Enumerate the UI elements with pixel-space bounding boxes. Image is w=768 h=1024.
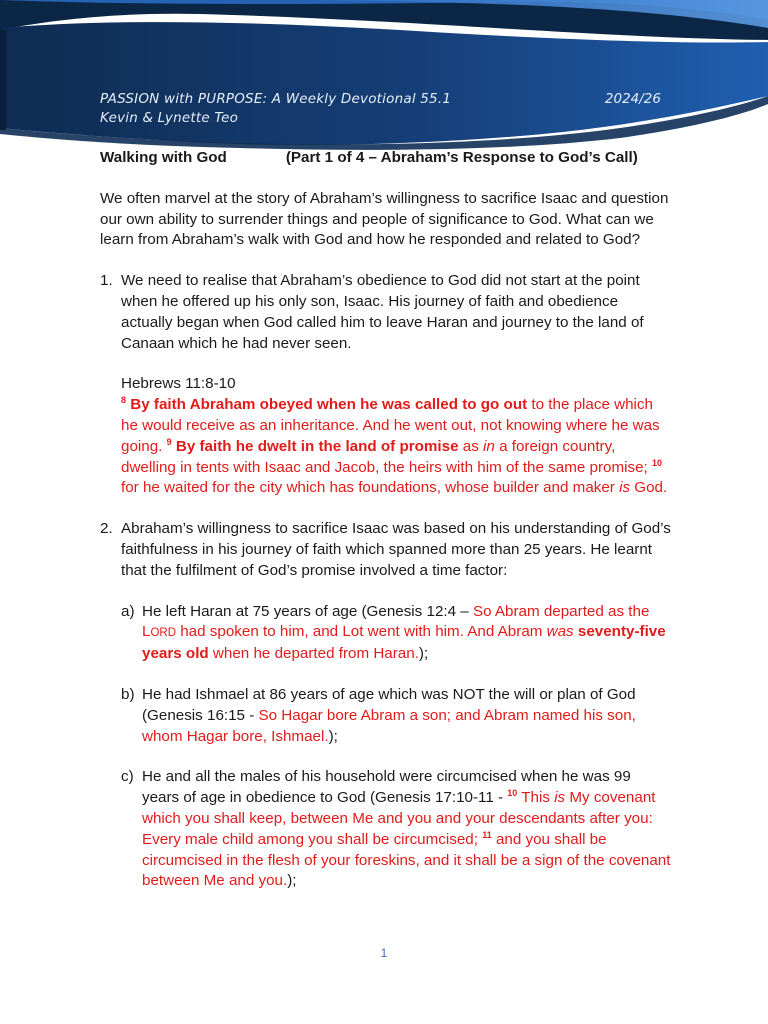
point-marker: 2. [100, 520, 113, 538]
sub-point-c [121, 767, 672, 892]
intro-paragraph: We often marvel at the story of Abraham’s willingness to sacrifice Isaac and question our own ability to surrender things and people of significance to God. What can we learn from Abraham’s walk with God and how he responded and related to God? [100, 189, 669, 249]
devotional-title: PASSION with PURPOSE: A Weekly Devotional 55.1 [100, 91, 452, 107]
header-wave-graphic [0, 0, 768, 150]
sub-point-text: He and all the males of his household were circumcised when he was 99 years of age in obedience to God (Genesis 17:10-11 - $^{10}$ This is My covenant which you shall keep, between Me and you and your descendants after you: Every male child among you shall be circumcised; $^{11}$ and you shall be circumcised in the flesh of your foreskins, and it shall be a sign of the covenant between Me and you.); [142, 768, 671, 890]
scripture-reference: Hebrews 11:8-10 [121, 375, 236, 393]
sub-point-marker: a) [121, 602, 135, 620]
sub-point-text: He left Haran at 75 years of age (Genesis 12:4 – So Abram departed as the LORD had spoken to him, and Lot went with him. And Abram was seventy-five years old when he departed from Haran.); [142, 602, 666, 663]
point-text: We need to realise that Abraham’s obedience to God did not start at the point when he offered up his only son, Isaac. His journey of faith and obedience actually began when God called him to leave Haran and journey to the land of Canaan which he had never seen. [121, 272, 644, 352]
header-banner [0, 0, 768, 150]
verse-number: 8 [121, 395, 127, 406]
page-number: 1 [380, 946, 388, 960]
document-body [100, 148, 672, 892]
sub-point-text: He had Ishmael at 86 years of age which was NOT the will or plan of God (Genesis 16:15 - So Hagar bore Abram a son; and Abram named his son, whom Hagar bore, Ishmael.); [142, 685, 636, 745]
point-1 [100, 271, 672, 499]
verse-number: 9 [166, 436, 172, 447]
scripture-quote [121, 374, 672, 499]
verse-number: 10 [651, 457, 662, 468]
point-marker: 1. [100, 272, 113, 290]
verse-number: 11 [482, 829, 492, 840]
sub-point-marker: c) [121, 768, 134, 786]
verse-number: 10 [507, 788, 518, 799]
heading-title: Walking with God [100, 149, 227, 166]
authors: Kevin & Lynette Teo [100, 110, 239, 126]
sub-point-marker: b) [121, 685, 135, 703]
scripture-text: $^8$ By faith Abraham obeyed when he was called to go out to the place which he would receive as an inheritance. And he went out, not knowing where he was going. $^9$ By faith he dwelt in the land of promise as in a foreign country, dwelling in tents with Isaac and Jacob, the heirs with him of the same promise; $^{10}$ for he waited for the city which has foundations, whose builder and maker is God. [121, 395, 668, 497]
section-heading [100, 148, 672, 169]
sub-point-b [121, 685, 672, 747]
sub-point-a [121, 602, 672, 665]
point-text: Abraham’s willingness to sacrifice Isaac was based on his understanding of God’s faithfulness in his journey of faith which spanned more than 25 years. He learnt that the fulfilment of God’s promise involved a time factor: [121, 520, 671, 579]
point-2 [100, 519, 672, 892]
issue-date: 2024/26 [604, 91, 661, 107]
heading-subtitle: (Part 1 of 4 – Abraham’s Response to God’s Call) [285, 149, 638, 166]
